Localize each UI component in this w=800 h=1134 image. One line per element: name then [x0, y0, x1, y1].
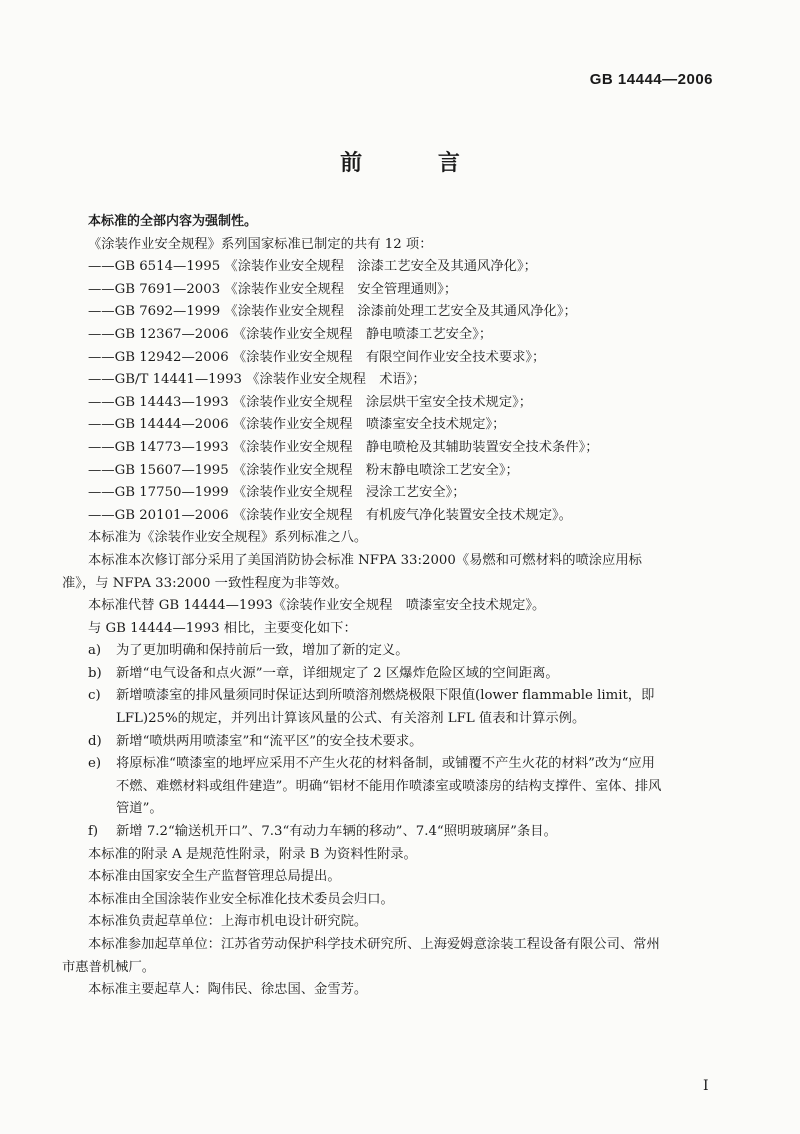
item-label: d) — [88, 733, 102, 749]
series-intro: 《涂装作业安全规程》系列国家标准已制定的共有 12 项： — [88, 236, 433, 252]
nfpa-line-1: 本标准本次修订部分采用了美国消防协会标准 NFPA 33:2000《易燃和可燃材料的喷涂应用标 — [88, 552, 642, 568]
item-label: a) — [88, 643, 102, 659]
change-item-a — [62, 640, 738, 663]
page-title: 前 言 — [340, 151, 494, 176]
proposed-by: 本标准由国家安全生产监督管理总局提出。 — [88, 869, 341, 885]
change-item-d — [62, 731, 738, 754]
list-item: ——GB 12942—2006 《涂装作业安全规程 有限空间作业安全技术要求》； — [88, 349, 546, 365]
list-item: ——GB 14443—1993 《涂装作业安全规程 涂层烘干室安全技术规定》； — [88, 394, 533, 410]
item-text: 管道”。 — [116, 801, 163, 817]
changes-intro: 与 GB 14444—1993 相比，主要变化如下： — [88, 620, 357, 636]
standard-id: GB 14444—2006 — [589, 71, 713, 88]
page-number: I — [703, 1078, 709, 1094]
change-item-e — [62, 753, 738, 821]
list-item: ——GB 7691—2003 《涂装作业安全规程 安全管理通则》； — [88, 281, 458, 297]
series-position: 本标准为《涂装作业安全规程》系列标准之八。 — [88, 530, 368, 546]
item-text: 新增喷漆室的排风量须同时保证达到所喷溶剂燃烧极限下限值(lower flammable limit，即 — [116, 688, 655, 704]
item-text: LFL)25%的规定，并列出计算该风量的公式、有关溶剂 LFL 值表和计算示例。 — [116, 711, 586, 727]
list-item: ——GB 15607—1995 《涂装作业安全规程 粉末静电喷涂工艺安全》； — [88, 462, 519, 478]
nfpa-line-2: 准》，与 NFPA 33:2000 一致性程度为非等效。 — [62, 575, 348, 591]
item-label: f) — [88, 824, 99, 840]
document-body — [62, 211, 738, 1002]
item-text: 为了更加明确和保持前后一致，增加了新的定义。 — [116, 643, 409, 659]
item-text: 新增“喷烘两用喷漆室”和“流平区”的安全技术要求。 — [116, 733, 423, 749]
mandatory-statement: 本标准的全部内容为强制性。 — [88, 214, 258, 229]
list-item: ——GB 14444—2006 《涂装作业安全规程 喷漆室安全技术规定》； — [88, 417, 506, 433]
list-item: ——GB 7692—1999 《涂装作业安全规程 涂漆前处理工艺安全及其通风净化》； — [88, 304, 577, 320]
centralized-by: 本标准由全国涂装作业安全标准化技术委员会归口。 — [88, 891, 394, 907]
change-item-f — [62, 821, 738, 844]
replaces-statement: 本标准代替 GB 14444—1993《涂装作业安全规程 喷漆室安全技术规定》。 — [88, 598, 546, 614]
list-item: ——GB/T 14441—1993 《涂装作业安全规程 术语》； — [88, 372, 426, 388]
list-item: ——GB 12367—2006 《涂装作业安全规程 静电喷漆工艺安全》； — [88, 326, 493, 342]
drafting-unit: 本标准负责起草单位：上海市机电设计研究院。 — [88, 914, 368, 930]
list-item: ——GB 6514—1995 《涂装作业安全规程 涂漆工艺安全及其通风净化》； — [88, 259, 537, 275]
item-text: 不燃、难燃材料或组件建造”。明确“铝材不能用作喷漆室或喷漆房的结构支撑件、室体、排风 — [116, 778, 662, 794]
item-text: 将原标准“喷漆室的地坪应采用不产生火花的材料备制，或铺覆不产生火花的材料”改为“应用 — [116, 756, 655, 772]
change-item-b — [62, 663, 738, 686]
appendix-statement: 本标准的附录 A 是规范性附录，附录 B 为资料性附录。 — [88, 846, 417, 862]
item-label: c) — [88, 688, 101, 704]
list-item: ——GB 20101—2006 《涂装作业安全规程 有机废气净化装置安全技术规定》。 — [88, 507, 572, 523]
change-item-c — [62, 685, 738, 730]
changes-list — [62, 640, 738, 843]
item-text: 新增 7.2“输送机开口”、7.3“有动力车辆的移动”、7.4“照明玻璃屏”条目。 — [116, 824, 557, 840]
participating-units-line-1: 本标准参加起草单位：江苏省劳动保护科学技术研究所、上海爱姆意涂装工程设备有限公司、常州 — [88, 937, 660, 952]
series-list — [62, 256, 738, 527]
list-item: ——GB 17750—1999 《涂装作业安全规程 浸涂工艺安全》； — [88, 485, 466, 501]
item-label: e) — [88, 756, 102, 772]
main-drafters: 本标准主要起草人：陶伟民、徐忠国、金雪芳。 — [88, 982, 368, 998]
item-text: 新增“电气设备和点火源”一章，详细规定了 2 区爆炸危险区域的空间距离。 — [116, 665, 559, 681]
list-item: ——GB 14773—1993 《涂装作业安全规程 静电喷枪及其辅助装置安全技术条件》； — [88, 439, 599, 455]
item-label: b) — [88, 665, 102, 681]
participating-units-line-2: 市惠普机械厂。 — [62, 959, 156, 975]
